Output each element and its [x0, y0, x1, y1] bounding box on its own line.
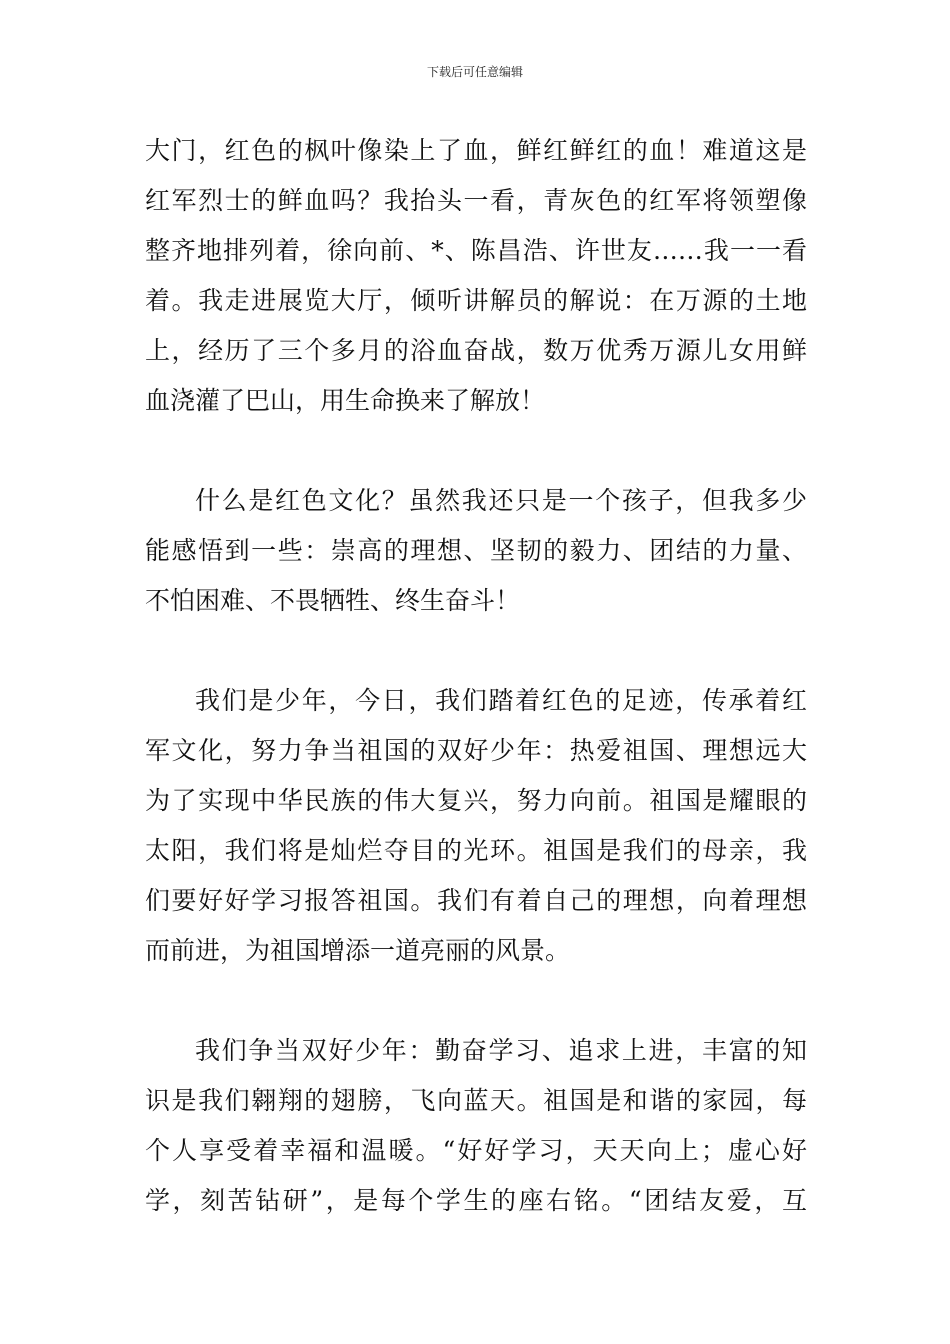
paragraph-2 [145, 476, 807, 626]
paragraph-line: 为了实现中华民族的伟大复兴，努力向前。祖国是耀眼的 [145, 786, 807, 815]
paragraph-line: 着。我走进展览大厅，倾听讲解员的解说：在万源的土地 [145, 286, 807, 315]
paragraph-line: 识是我们翱翔的翅膀，飞向蓝天。祖国是和谐的家园，每 [145, 1086, 807, 1115]
paragraph-line: 什么是红色文化？虽然我还只是一个孩子，但我多少 [195, 486, 807, 515]
paragraph-line: 我们争当双好少年：勤奋学习、追求上进，丰富的知 [195, 1036, 807, 1065]
paragraph-line: 太阳，我们将是灿烂夺目的光环。祖国是我们的母亲，我 [145, 836, 807, 865]
paragraph-line: 血浇灌了巴山，用生命换来了解放！ [145, 386, 546, 415]
paragraph-line: 上，经历了三个多月的浴血奋战，数万优秀万源儿女用鲜 [145, 336, 807, 365]
paragraph-line: 军文化，努力争当祖国的双好少年：热爱祖国、理想远大 [145, 736, 807, 765]
paragraph-line: 学，刻苦钻研”，是每个学生的座右铭。“团结友爱，互 [145, 1186, 807, 1215]
paragraph-line: 我们是少年，今日，我们踏着红色的足迹，传承着红 [195, 686, 807, 715]
paragraph-line: 能感悟到一些：崇高的理想、坚韧的毅力、团结的力量、 [145, 536, 807, 565]
paragraph-4 [145, 1026, 807, 1226]
paragraph-line: 而前进，为祖国增添一道亮丽的风景。 [145, 936, 571, 965]
paragraph-line: 大门，红色的枫叶像染上了血，鲜红鲜红的血！难道这是 [145, 136, 807, 165]
paragraph-line: 红军烈士的鲜血吗？我抬头一看，青灰色的红军将领塑像 [145, 186, 807, 215]
paragraph-3 [145, 676, 807, 976]
paragraph-line: 个人享受着幸福和温暖。“好好学习，天天向上；虚心好 [145, 1136, 807, 1165]
paragraph-1 [145, 126, 807, 426]
paragraph-line: 们要好好学习报答祖国。我们有着自己的理想，向着理想 [145, 886, 807, 915]
document-body [145, 126, 807, 1226]
paragraph-line: 不怕困难、不畏牺牲、终生奋斗！ [145, 586, 521, 615]
page-header: 下载后可任意编辑 [426, 65, 523, 79]
paragraph-line: 整齐地排列着，徐向前、*、陈昌浩、许世友……我一一看 [145, 236, 807, 265]
